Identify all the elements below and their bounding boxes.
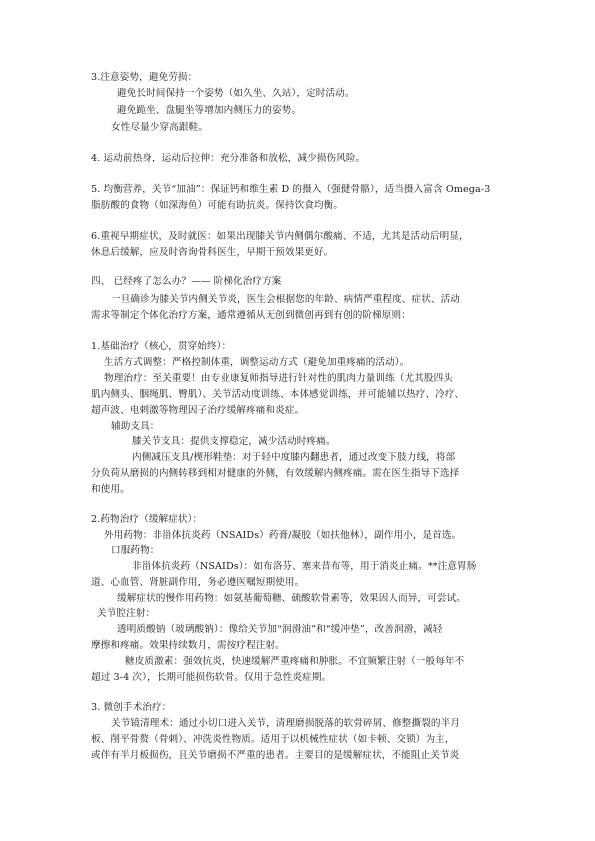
topical-text: 外用药物：非甾体抗炎药（NSAIDs）药膏/凝胶（如扶他林），副作用小，是首选。 xyxy=(104,530,462,541)
chapter-title: 四、 已经疼了怎么办？—— 阶梯化治疗方案 xyxy=(91,276,282,287)
insole-line-1: 内侧减压支具/楔形鞋垫：对于轻中度膝内翻患者，通过改变下肢力线，将部 xyxy=(132,452,456,463)
physio-line-3: 超声波、电刺激等物理因子治疗缓解疼痛和炎症。 xyxy=(91,405,305,416)
section-6-line-1: 6.重视早期症状，及时就医：如果出现膝关节内侧偶尔酸痛、不适，尤其是活动后明显， xyxy=(91,231,469,242)
chapter-intro-line-2: 需求等制定个体化治疗方案，通常遵循从无创到微创再到有创的阶梯原则： xyxy=(91,310,411,321)
injection-heading: 关节腔注射： xyxy=(97,608,156,619)
nsaids-line-1: 非甾体抗炎药（NSAIDs）：如布洛芬、塞来昔布等，用于消炎止痛。**注意胃肠 xyxy=(132,561,477,572)
lifestyle-text: 生活方式调整：严格控制体重，调整运动方式（避免加重疼痛的活动）。 xyxy=(104,357,410,368)
ha-line-1: 透明质酸钠（玻璃酸钠）：像给关节加“润滑油”和“缓冲垫”，改善润滑，减轻 xyxy=(117,624,443,635)
insole-line-2: 分负荷从磨损的内侧转移到相对健康的外侧，有效缓解内侧疼痛。需在医生指导下选择 xyxy=(91,468,460,479)
section-5-line-2: 脂肪酸的食物（如深海鱼）可能有助抗炎。保持饮食均衡。 xyxy=(91,200,344,211)
section-6-line-2: 休息后缓解，应及时咨询骨科医生，早期干预效果更好。 xyxy=(91,247,334,258)
treatment-2-heading: 2.药物治疗（缓解症状）： xyxy=(91,514,203,525)
insole-line-3: 和使用。 xyxy=(91,484,130,495)
list-item: 女性尽量少穿高跟鞋。 xyxy=(111,122,208,133)
list-item: 避免跪坐、盘腿坐等增加内侧压力的姿势。 xyxy=(117,105,302,116)
brace-text: 膝关节支具：提供支撑稳定，减少活动时疼痛。 xyxy=(132,436,336,447)
sysadoa-text: 缓解症状的慢作用药物：如氨基葡萄糖、硫酸软骨素等，效果因人而异，可尝试。 xyxy=(117,593,466,604)
treatment-1-heading: 1.基础治疗（核心，贯穿始终）： xyxy=(91,341,232,352)
steroid-line-1: 糖皮质激素：强效抗炎，快速缓解严重疼痛和肿胀。不宜频繁注射（一般每年不 xyxy=(125,656,465,667)
treatment-3-heading: 3. 微创手术治疗： xyxy=(91,702,172,713)
list-item: 避免长时间保持一个姿势（如久坐、久站），定时活动。 xyxy=(117,88,355,99)
physio-line-1: 物理治疗：至关重要！由专业康复师指导进行针对性的肌肉力量训练（尤其股四头 xyxy=(104,373,453,384)
section-4-text: 4. 运动前热身，运动后拉伸：充分准备和放松，减少损伤风险。 xyxy=(91,153,366,164)
oral-heading: 口服药物： xyxy=(111,545,160,556)
nsaids-line-2: 道、心血管、肾脏副作用，务必遵医嘱短期使用。 xyxy=(91,577,305,588)
section-5-line-1: 5. 均衡营养，关节“加油”：保证钙和维生素 D 的摄入（强健骨骼），适当摄入富含 Omega-3 xyxy=(91,184,491,195)
physio-line-2: 肌内侧头、胭绳肌、臀肌）、关节活动度训练、本体感觉训练，并可能辅以热疗、冷疗、 xyxy=(91,389,465,400)
steroid-line-2: 超过 3-4 次），长期可能损伤软骨。仅用于急性炎症期。 xyxy=(91,672,332,683)
ha-line-2: 摩擦和疼痛。效果持续数月，需按疗程注射。 xyxy=(91,640,285,651)
arthroscopy-line-2: 板、削平骨赘（骨刺）、冲洗炎性物质。适用于以机械性症状（如卡顿、交锁）为主， xyxy=(91,734,455,745)
section-3-heading: 3.注意姿势，避免劳损： xyxy=(91,72,198,83)
chapter-intro-line-1: 一旦确诊为膝关节内侧关节炎，医生会根据您的年龄、病情严重程度、症状、活动 xyxy=(111,294,460,305)
aids-heading: 辅助支具： xyxy=(111,421,160,432)
arthroscopy-line-1: 关节镜清理术：通过小切口进入关节，清理磨损脱落的软骨碎屑、修整撕裂的半月 xyxy=(111,718,460,729)
arthroscopy-line-3: 或伴有半月板损伤，且关节磨损不严重的患者。主要目的是缓解症状，不能阻止关节炎 xyxy=(91,750,460,761)
